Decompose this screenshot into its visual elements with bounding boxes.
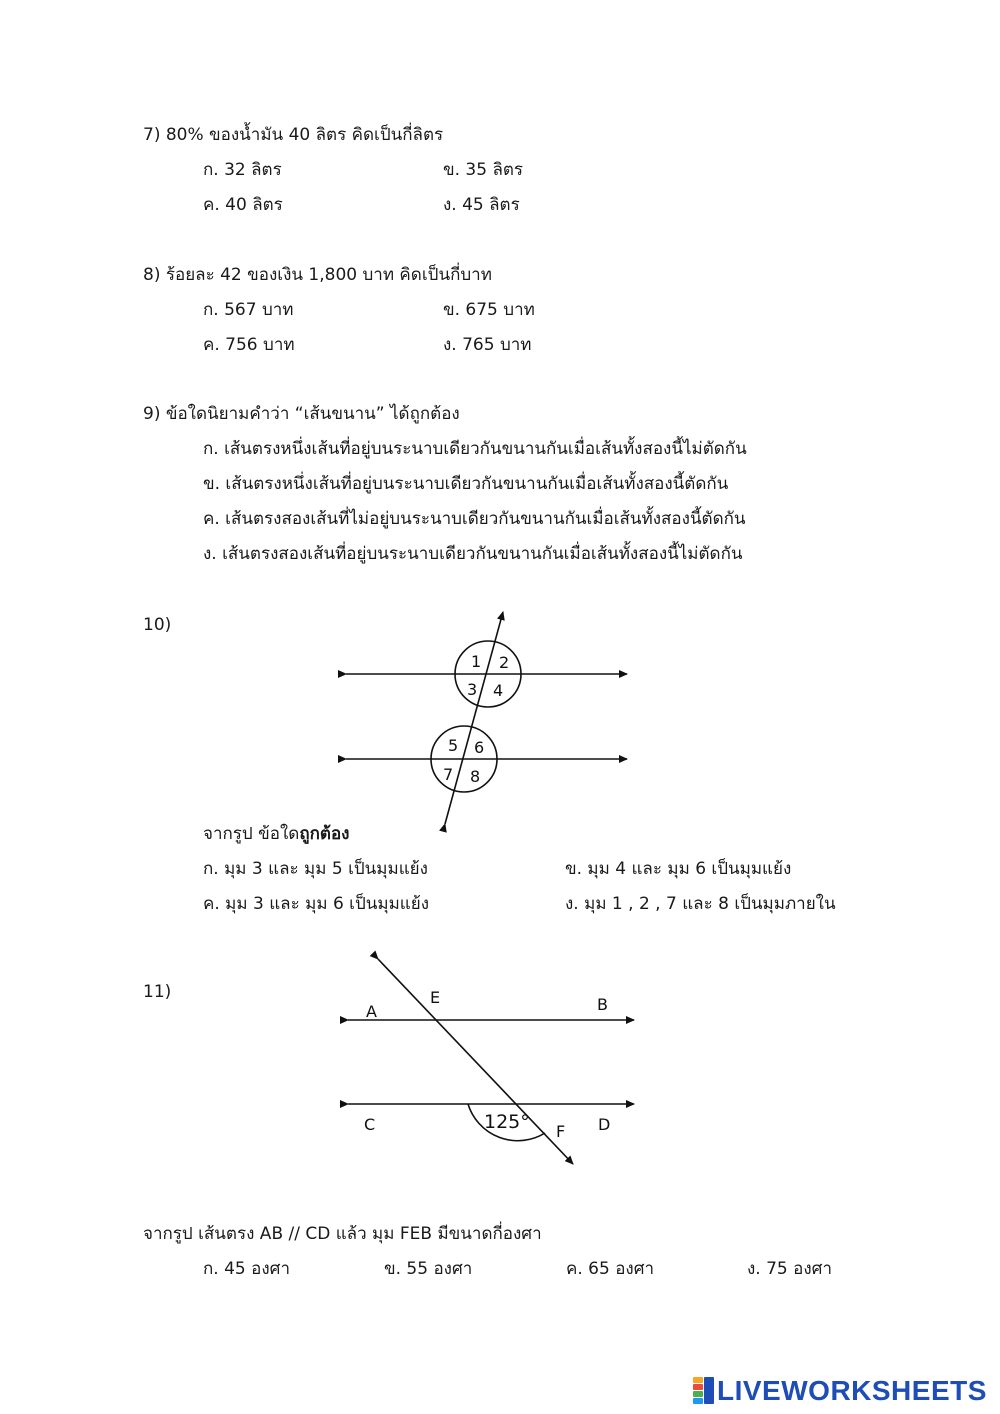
q11-prompt: จากรูป เส้นตรง AB // CD แล้ว มุม FEB มีขนาดกี่องศา bbox=[143, 1224, 542, 1244]
q10-prompt bbox=[203, 826, 349, 843]
q10-option-d: ง. มุม 1 , 2 , 7 และ 8 เป็นมุมภายใน bbox=[565, 894, 836, 914]
q8-option-a: ก. 567 บาท bbox=[203, 300, 294, 320]
point-label-c: C bbox=[364, 1115, 376, 1134]
q10-option-c: ค. มุม 3 และ มุม 6 เป็นมุมแย้ง bbox=[203, 894, 430, 914]
point-label-d: D bbox=[598, 1115, 611, 1134]
point-label-f: F bbox=[556, 1122, 566, 1141]
q10-prompt-bold: ถูกต้อง bbox=[299, 824, 350, 844]
angle-label-4: 4 bbox=[493, 681, 504, 700]
q7-option-b: ข. 35 ลิตร bbox=[443, 160, 524, 180]
angle-label-7: 7 bbox=[443, 765, 454, 784]
angle-label-1: 1 bbox=[471, 652, 482, 671]
question-10-number: 10) bbox=[143, 615, 172, 635]
point-label-e: E bbox=[430, 988, 441, 1007]
q7-option-c: ค. 40 ลิตร bbox=[203, 195, 283, 215]
q9-option-d: ง. เส้นตรงสองเส้นที่อยู่บนระนาบเดียวกันขนานกันเมื่อเส้นทั้งสองนี้ไม่ตัดกัน bbox=[203, 544, 743, 564]
angle-label-8: 8 bbox=[470, 767, 481, 786]
q11-option-d: ง. 75 องศา bbox=[747, 1259, 832, 1279]
point-label-a: A bbox=[366, 1002, 377, 1021]
angle-label-6: 6 bbox=[474, 738, 485, 757]
transversal-angle-diagram bbox=[335, 950, 645, 1172]
q9-option-b: ข. เส้นตรงหนึ่งเส้นที่อยู่บนระนาบเดียวกันขนานกันเมื่อเส้นทั้งสองนี้ตัดกัน bbox=[203, 474, 729, 494]
q7-option-d: ง. 45 ลิตร bbox=[443, 195, 520, 215]
angle-label-2: 2 bbox=[499, 653, 510, 672]
liveworksheets-logo-text: LIVEWORKSHEETS bbox=[717, 1375, 987, 1406]
q11-option-c: ค. 65 องศา bbox=[566, 1259, 655, 1279]
q11-option-b: ข. 55 องศา bbox=[384, 1259, 473, 1279]
point-label-b: B bbox=[597, 995, 608, 1014]
q10-prompt-prefix: จากรูป ข้อใด bbox=[203, 824, 300, 844]
q10-option-a: ก. มุม 3 และ มุม 5 เป็นมุมแย้ง bbox=[203, 859, 428, 879]
angle-label-5: 5 bbox=[448, 736, 459, 755]
question-8: 8) ร้อยละ 42 ของเงิน 1,800 บาท คิดเป็นกี่บาท bbox=[143, 265, 492, 285]
q10-option-b: ข. มุม 4 และ มุม 6 เป็นมุมแย้ง bbox=[565, 859, 792, 879]
logo-square bbox=[693, 1377, 703, 1383]
logo-square bbox=[693, 1391, 703, 1397]
angle-125-label: 125° bbox=[484, 1111, 530, 1133]
parallel-lines-circles-diagram bbox=[330, 600, 640, 835]
angle-label-3: 3 bbox=[467, 680, 478, 699]
q9-option-a: ก. เส้นตรงหนึ่งเส้นที่อยู่บนระนาบเดียวกันขนานกันเมื่อเส้นทั้งสองนี้ไม่ตัดกัน bbox=[203, 439, 747, 459]
q8-option-c: ค. 756 บาท bbox=[203, 335, 295, 355]
question-7: 7) 80% ของน้ำมัน 40 ลิตร คิดเป็นกี่ลิตร bbox=[143, 125, 444, 145]
q11-option-a: ก. 45 องศา bbox=[203, 1259, 290, 1279]
liveworksheets-logo-icon bbox=[693, 1377, 715, 1405]
question-11-number: 11) bbox=[143, 982, 172, 1002]
q9-option-c: ค. เส้นตรงสองเส้นที่ไม่อยู่บนระนาบเดียวกันขนานกันเมื่อเส้นทั้งสองนี้ตัดกัน bbox=[203, 509, 746, 529]
q8-option-b: ข. 675 บาท bbox=[443, 300, 535, 320]
logo-square bbox=[693, 1398, 703, 1404]
q7-option-a: ก. 32 ลิตร bbox=[203, 160, 282, 180]
liveworksheets-logo bbox=[693, 1376, 989, 1406]
q8-option-d: ง. 765 บาท bbox=[443, 335, 532, 355]
logo-square bbox=[693, 1384, 703, 1390]
question-9: 9) ข้อใดนิยามคำว่า “เส้นขนาน” ได้ถูกต้อง bbox=[143, 404, 460, 424]
